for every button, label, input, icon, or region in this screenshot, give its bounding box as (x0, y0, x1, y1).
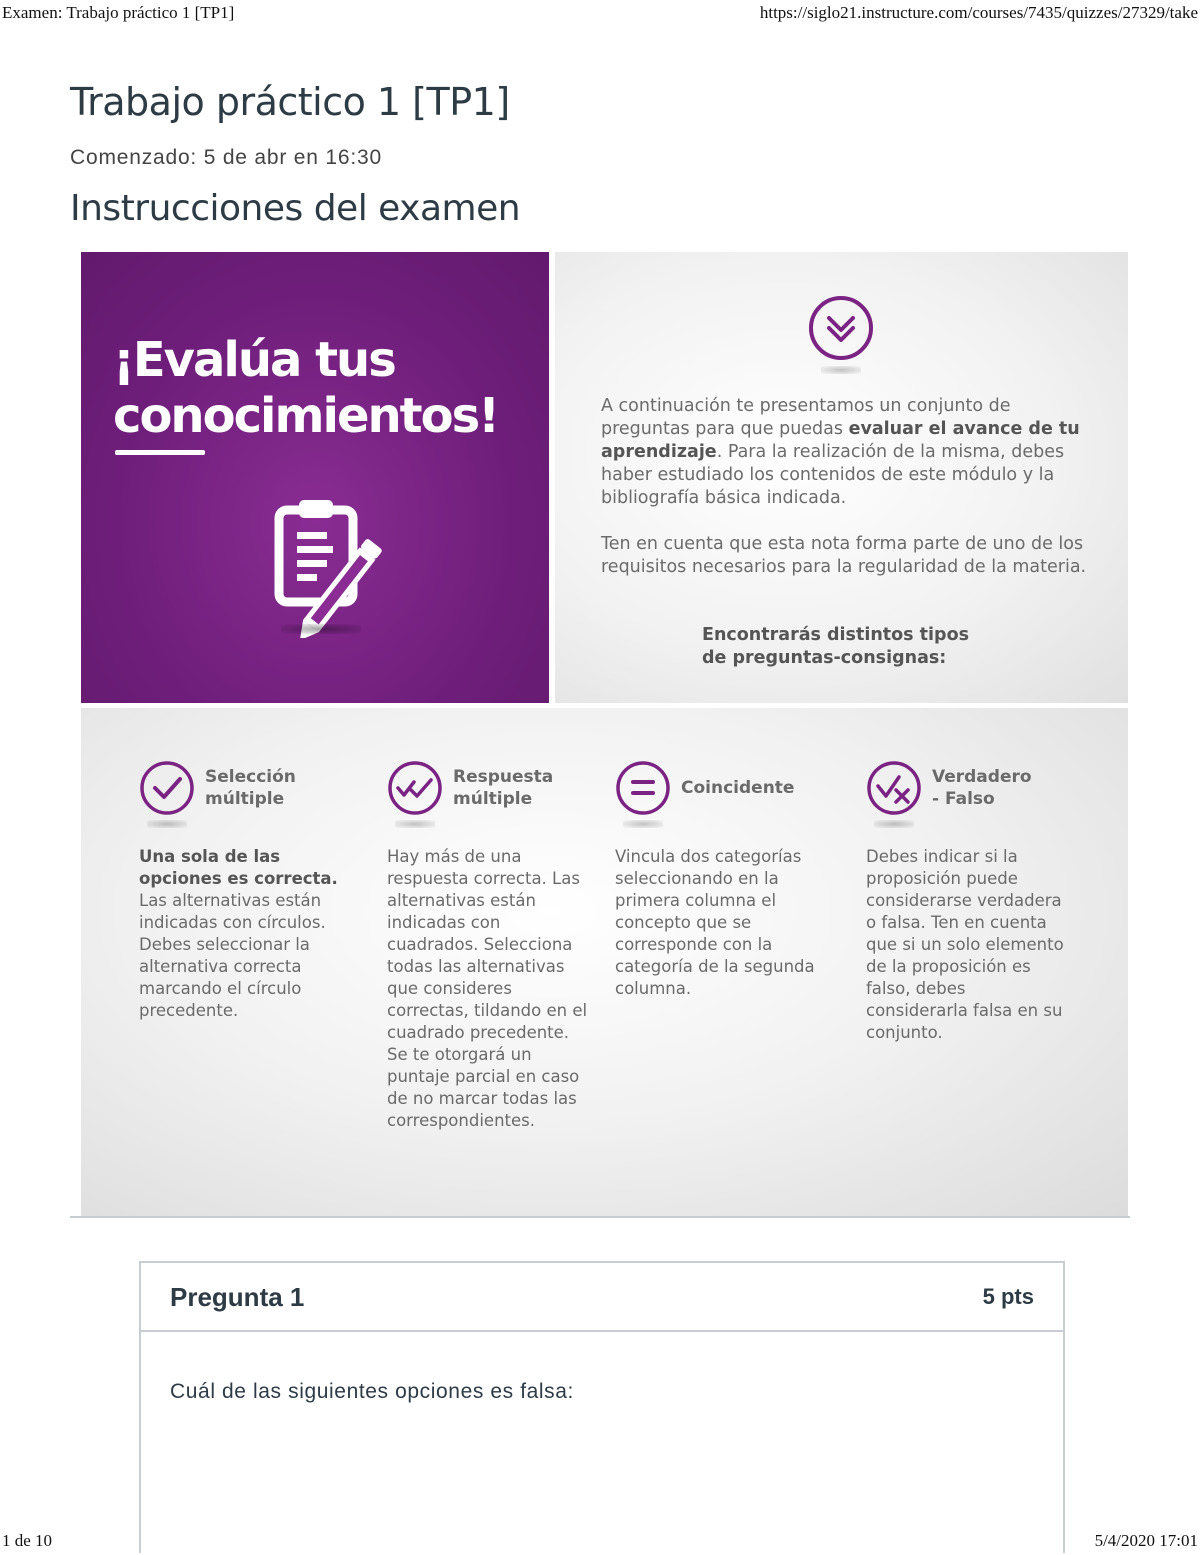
chevron-down-circle-icon (807, 294, 875, 362)
question-type-name (681, 777, 811, 799)
type-desc: Vincula dos categorías seleccionando en la primera columna el concepto que se corresponde con la categoría de la segunda columna. (615, 847, 815, 998)
print-header-url: https://siglo21.instructure.com/courses/7435/quizzes/27329/take (759, 3, 1198, 22)
type-name-line1: Respuesta (453, 767, 554, 787)
question-text: Cuál de las siguientes opciones es falsa: (170, 1380, 574, 1403)
icon-shadow (821, 366, 861, 374)
question-types-panel (81, 708, 1128, 1216)
type-desc: Las alternativas están indicadas con círculos. Debes seleccionar la alternativa correcta marcando el círculo precedente. (139, 891, 326, 1020)
print-footer (0, 1531, 1200, 1555)
intro-text (601, 395, 1091, 602)
type-name-line1: Verdadero (932, 767, 1032, 787)
check-cross-icon (866, 760, 922, 816)
print-header-title: Examen: Trabajo práctico 1 [TP1] (2, 3, 235, 22)
type-name-line2: múltiple (205, 789, 285, 809)
icon-shadow (147, 820, 187, 828)
clipboard-pencil-icon (271, 498, 395, 638)
quiz-started-time: Comenzado: 5 de abr en 16:30 (70, 146, 382, 169)
types-heading (702, 624, 1002, 670)
type-desc-bold: Una sola de las opciones es correcta. (139, 847, 338, 888)
print-page-number: 1 de 10 (2, 1531, 53, 1550)
type-name-line1: Coincidente (681, 778, 795, 798)
type-name-line2: múltiple (453, 789, 533, 809)
question-type-description (139, 846, 354, 1022)
question-header (141, 1263, 1063, 1332)
equals-icon (615, 760, 671, 816)
banner-headline-line2: conocimientos! (113, 388, 499, 444)
banner-headline-line1: ¡Evalúa tus (113, 332, 395, 388)
question-type-name (453, 766, 583, 810)
question-type-name (205, 766, 335, 810)
double-check-icon (387, 760, 443, 816)
clipboard-shadow (281, 624, 361, 634)
intro-note: Ten en cuenta que esta nota forma parte de uno de los requisitos necesarios para la regularidad de la materia. (601, 534, 1087, 577)
banner-headline (113, 332, 498, 444)
banner-purple-panel (81, 252, 549, 703)
question-name: Pregunta 1 (170, 1282, 305, 1312)
types-heading-line2: de preguntas-consignas: (702, 648, 947, 668)
instructions-title: Instrucciones del examen (70, 188, 521, 229)
banner-grey-panel (555, 252, 1128, 703)
type-name-line2: - Falso (932, 789, 995, 809)
question-type-description (615, 846, 840, 1000)
icon-shadow (874, 820, 914, 828)
type-name-line1: Selección (205, 767, 296, 787)
intro-part2: . Para la realización de la misma, debes haber estudiado los contenidos de este módulo y la bibliografía básica indicada. (601, 442, 1065, 508)
type-desc: Hay más de una respuesta correcta. Las alternativas están indicadas con cuadrados. Selecciona todas las alternativas que consideres correctas, tildando en el cuadrado precedente. Se te otorgará un puntaje parcial en caso de no marcar todas las correspondientes. (387, 847, 588, 1130)
question-type-description (866, 846, 1066, 1044)
icon-shadow (623, 820, 663, 828)
instructions-banner (81, 252, 1128, 705)
print-header (0, 3, 1200, 27)
icon-shadow (395, 820, 435, 828)
print-date: 5/4/2020 17:01 (1094, 1531, 1198, 1550)
headline-underline (115, 450, 205, 455)
section-divider (70, 1216, 1130, 1218)
question-card (139, 1261, 1065, 1553)
question-type-description (387, 846, 592, 1132)
question-points: 5 pts (982, 1284, 1034, 1309)
intro-part1: A continuación te presentamos un conjunto de preguntas para que puedas (601, 396, 1011, 439)
single-check-icon (139, 760, 195, 816)
intro-bold: evaluar el avance de tu aprendizaje (601, 419, 1080, 462)
page-title: Trabajo práctico 1 [TP1] (70, 80, 510, 124)
type-desc: Debes indicar si la proposición puede considerarse verdadera o falsa. Ten en cuenta que si un solo elemento de la proposición es falso, debes considerarla falsa en su conjunto. (866, 847, 1064, 1042)
types-heading-line1: Encontrarás distintos tipos (702, 625, 970, 645)
question-type-name (932, 766, 1062, 810)
intro-paragraph (601, 395, 1091, 510)
